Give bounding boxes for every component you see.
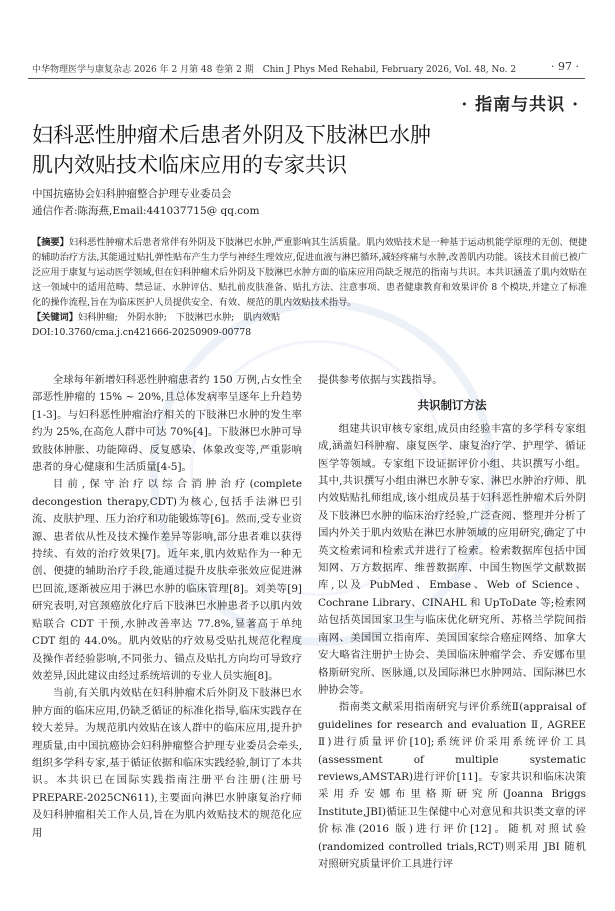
- abstract-paragraph: [32, 235, 587, 310]
- section-heading: 共识制订方法: [417, 398, 487, 413]
- keywords-text: 妇科肿瘤; 外阴水肿; 下肢淋巴水肿; 肌内效贴: [77, 312, 281, 323]
- abstract-text: 妇科恶性肿瘤术后患者常伴有外阴及下肢淋巴水肿,严重影响其生活质量。肌内效贴技术是一种基于运动机能学原理的无创、便捷的辅助治疗方法,其能通过贴扎弹性贴布产生力学与神经生理效应,促进血液与淋巴循环,减轻疼痛与水肿,改善肌内功能。该技术目前已被广泛应用于康复与运动医学领域,但在妇科肿瘤术后外阴及下肢淋巴水肿方面的临床应用尚缺乏规范的指南与共识。本共识涵盖了肌内效贴在这一领域中的适用范畴、禁忌证、水肿评估、贴扎前皮肤准备、贴扎方法、注意事项、患者健康教育和效果评价 8 个模块,并建立了标准化的操作流程,旨在为临床医护人员提供安全、有效、规范的肌内效贴技术指导。: [32, 237, 588, 308]
- corresponding-author: 通信作者:陈海燕,Email:441037715@ qq.com: [32, 205, 260, 217]
- keywords-line: [32, 310, 587, 325]
- body-paragraph: 全球每年新增妇科恶性肿瘤患者约 150 万例,占女性全部恶性肿瘤的 15% ~ 20%,且总体发病率呈逐年上升趋势[1-3]。与妇科恶性肿瘤治疗相关的下肢淋巴水肿的发生率约为 25%,在高危人群中可达 70%[4]。下肢淋巴水肿可导致肢体肿胀、功能障碍、反复感染、体象改变等,严重影响患者的身心健康和生活质量[4-5]。: [32, 374, 302, 474]
- title-line-2: 肌内效贴技术临床应用的专家共识: [32, 153, 347, 177]
- right-column: [318, 372, 586, 873]
- article-title: [32, 120, 431, 180]
- left-column: [32, 372, 302, 842]
- section-label: · 指南与共识 ·: [461, 95, 579, 115]
- header-rule: [28, 78, 585, 79]
- body-paragraph: 当前,有关肌内效贴在妇科肿瘤术后外阴及下肢淋巴水肿方面的临床应用,仍缺乏循证的标准化指导,临床实践存在较大差异。为规范肌内效贴在该人群中的临床应用,提升护理质量,由中国抗癌协会妇科肿瘤整合护理专业委员会牵头,组织多学科专家,基于循证依据和临床实践经验,制订了本共识。本共识已在国际实践指南注册平台注册(注册号 PREPARE-2025CN611),主要面向淋巴水肿康复治疗师及妇科肿瘤相关工作人员,旨在为肌内效贴技术的规范化应用: [32, 687, 302, 839]
- title-line-1: 妇科恶性肿瘤术后患者外阴及下肢淋巴水肿: [32, 123, 431, 147]
- page-number: · 97 ·: [551, 60, 579, 73]
- continued-text: 提供参考依据与实践指导。: [318, 374, 443, 386]
- keywords-label: 【关键词】: [32, 312, 78, 323]
- author-organization: 中国抗癌协会妇科肿瘤整合护理专业委员会: [32, 188, 232, 200]
- author-block: [32, 186, 259, 220]
- abstract-label: 【摘要】: [32, 237, 69, 248]
- body-paragraph: 指南类文献采用指南研究与评价系统Ⅱ(appraisal of guidelines for research and evaluation Ⅱ, AGREE Ⅱ)进行质量评价[10];系统评价采用系统评价工具(assessment of multiple systematic reviews,AMSTAR)进行评价[11]。专家共识和临床决策采用乔安娜布里格斯研究所(Joanna Briggs Institute,JBI)循证卫生保健中心对意见和共识类文章的评价标准(2016 版)进行评价[12]。随机对照试验(randomized controlled trials,RCT)则采用 JBI 随机对照研究质量评价工具进行评: [318, 701, 586, 870]
- body-paragraph: 目前,保守治疗以综合消肿治疗(complete decongestion therapy,CDT)为核心,包括手法淋巴引流、皮肤护理、压力治疗和功能锻炼等[6]。然而,受专业资源、患者依从性及技术操作差异等影响,部分患者难以获得持续、有效的治疗效果[7]。近年来,肌内效贴作为一种无创、便捷的辅助治疗手段,能通过提升皮肤牵张效应促进淋巴回流,逐渐被应用于淋巴水肿的临床管理[8]。刘美等[9]研究表明,对宫颈癌放化疗后下肢淋巴水肿患者予以肌内效贴联合 CDT 干预,水肿改善率达 77.8%,显著高于单纯 CDT 组的 44.0%。肌内效贴的疗效易受贴扎规范化程度及操作者经验影响,不同张力、锚点及贴扎方向均可导致疗效差异,因此建议由经过系统培训的专业人员实施[8]。: [32, 478, 302, 682]
- body-paragraph: 组建共识审核专家组,成员由经验丰富的多学科专家组成,涵盖妇科肿瘤、康复医学、康复治疗学、护理学、循证医学等领域。专家组下设证据评价小组、共识撰写小组。其中,共识撰写小组由淋巴水肿专家、淋巴水肿治疗师、肌内效贴贴扎师组成,该小组成员基于妇科恶性肿瘤术后外阴及下肢淋巴水肿的临床治疗经验,广泛查阅、整理并分析了国内外关于肌内效贴在淋巴水肿领域的应用研究,确定了中英文检索词和检索式并进行了检索。检索数据库包括中国知网、万方数据库、维普数据库、中国生物医学文献数据库,以及 PubMed、Embase、Web of Science、Cochrane Library、CINAHL 和 UpToDate 等;检索网站包括英国国家卫生与临床优化研究所、苏格兰学院间指南网、美国国立指南库、美国国家综合癌症网络、加拿大安大略省注册护士协会、美国临床肿瘤学会、乔安娜布里格斯研究所、医脉通,以及国际淋巴水肿网站、国际淋巴水肿协会等。: [318, 422, 586, 696]
- abstract-block: [32, 235, 587, 340]
- running-header: 中华物理医学与康复杂志 2026 年 2 月第 48 卷第 2 期 Chin J Phys Med Rehabil, February 2026, Vol. 48, No. 2: [32, 65, 517, 75]
- doi-line: DOI:10.3760/cma.j.cn421666-20250909-00778: [32, 327, 252, 338]
